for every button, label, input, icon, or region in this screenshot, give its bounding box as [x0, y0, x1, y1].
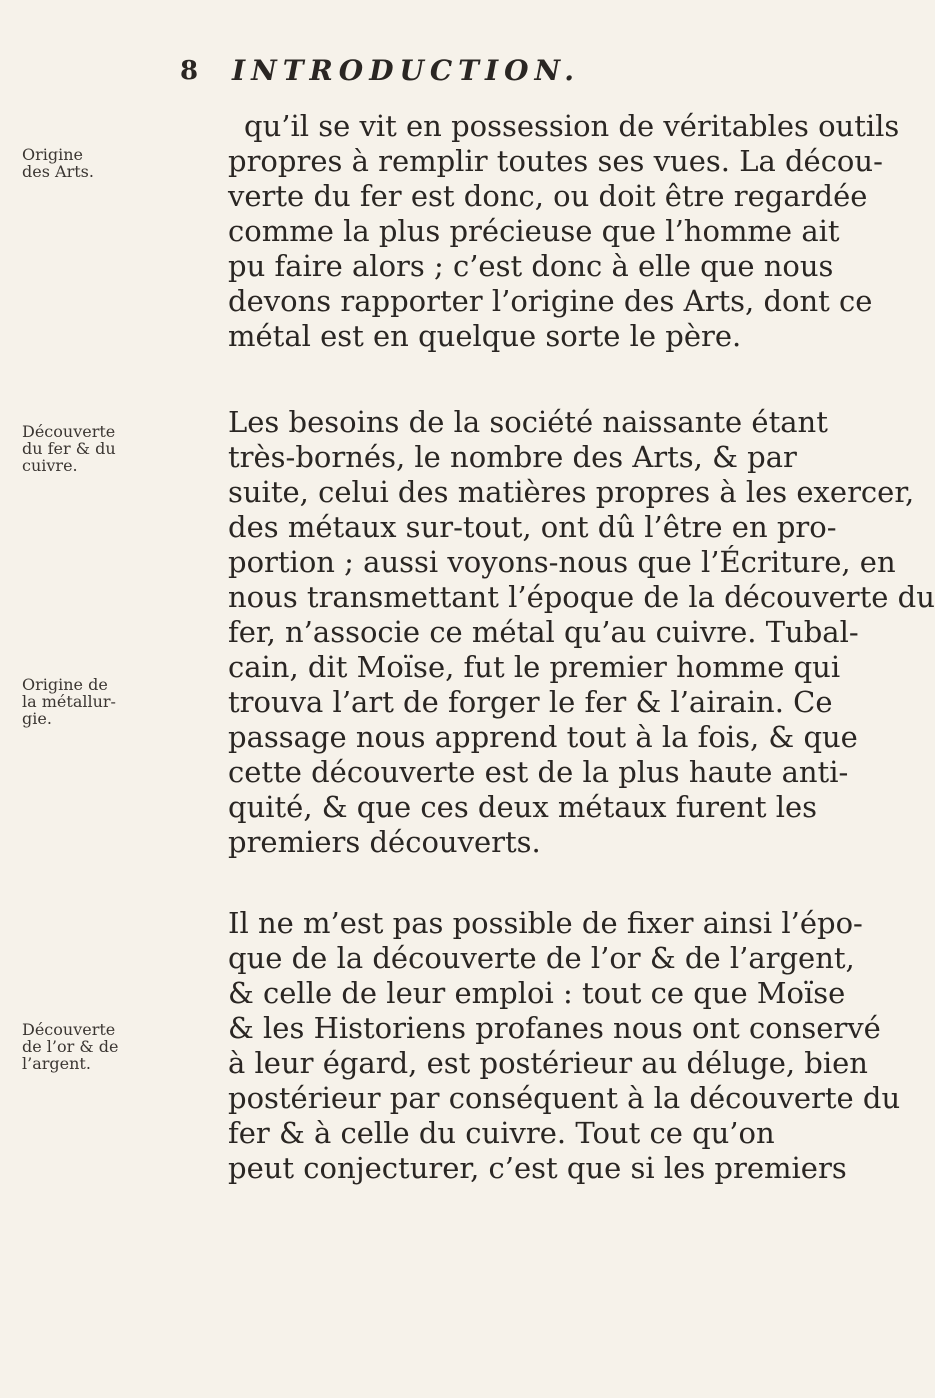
margin-note-line: de l’or & de — [22, 1037, 119, 1056]
body-line: peut conjecturer, c’est que si les premiers — [228, 1151, 847, 1185]
margin-note-line: la métallur- — [22, 692, 116, 711]
margin-note-line: gie. — [22, 709, 52, 728]
body-line: passage nous apprend tout à la fois, & que — [228, 720, 858, 754]
body-line: postérieur par conséquent à la découverte du — [228, 1081, 901, 1115]
body-line: verte du fer est donc, ou doit être regardée — [228, 179, 868, 213]
body-line: Il ne m’est pas possible de fixer ainsi l’épo- — [228, 906, 863, 940]
body-line: Les besoins de la société naissante étant — [228, 405, 828, 439]
body-line: portion ; aussi voyons-nous que l’Écriture, en — [228, 545, 896, 579]
margin-note-line: Découverte — [22, 1020, 116, 1039]
running-title: INTRODUCTION. — [232, 54, 581, 87]
body-line: comme la plus précieuse que l’homme ait — [228, 214, 840, 248]
body-line: qu’il se vit en possession de véritables outils — [244, 109, 900, 143]
body-line: propres à remplir toutes ses vues. La décou- — [228, 144, 883, 178]
body-line: nous transmettant l’époque de la découverte du — [228, 580, 935, 614]
body-line: fer, n’associe ce métal qu’au cuivre. Tubal- — [228, 615, 859, 649]
body-line: métal est en quelque sorte le père. — [228, 319, 742, 353]
body-line: très-bornés, le nombre des Arts, & par — [228, 440, 797, 474]
margin-note-line: du fer & du — [22, 439, 116, 458]
margin-note-metallurgie — [22, 676, 116, 727]
margin-note-origine-arts — [22, 146, 94, 180]
body-line: fer & à celle du cuivre. Tout ce qu’on — [228, 1116, 775, 1150]
body-line: suite, celui des matières propres à les exercer, — [228, 475, 915, 509]
margin-note-line: Origine — [22, 145, 84, 164]
body-line: des métaux sur-tout, ont dû l’être en pro- — [228, 510, 837, 544]
body-line: à leur égard, est postérieur au déluge, bien — [228, 1046, 868, 1080]
page-number: 8 — [180, 56, 199, 86]
body-line: cain, dit Moïse, fut le premier homme qui — [228, 650, 841, 684]
body-line: devons rapporter l’origine des Arts, dont ce — [228, 284, 873, 318]
body-line: premiers découverts. — [228, 825, 541, 859]
margin-note-line: Découverte — [22, 422, 116, 441]
margin-note-line: cuivre. — [22, 456, 78, 475]
margin-note-line: l’argent. — [22, 1054, 91, 1073]
body-line: cette découverte est de la plus haute anti- — [228, 755, 849, 789]
body-line: pu faire alors ; c’est donc à elle que nous — [228, 249, 834, 283]
margin-note-or-argent — [22, 1021, 118, 1072]
margin-note-line: des Arts. — [22, 162, 94, 181]
body-line: & celle de leur emploi : tout ce que Moïse — [228, 976, 846, 1010]
body-line: quité, & que ces deux métaux furent les — [228, 790, 818, 824]
margin-note-line: Origine de — [22, 675, 108, 694]
margin-note-decouverte-fer — [22, 423, 116, 474]
body-line: trouva l’art de forger le fer & l’airain. Ce — [228, 685, 833, 719]
body-line: & les Historiens profanes nous ont conservé — [228, 1011, 881, 1045]
body-line: que de la découverte de l’or & de l’argent, — [228, 941, 855, 975]
page-header — [180, 52, 740, 96]
